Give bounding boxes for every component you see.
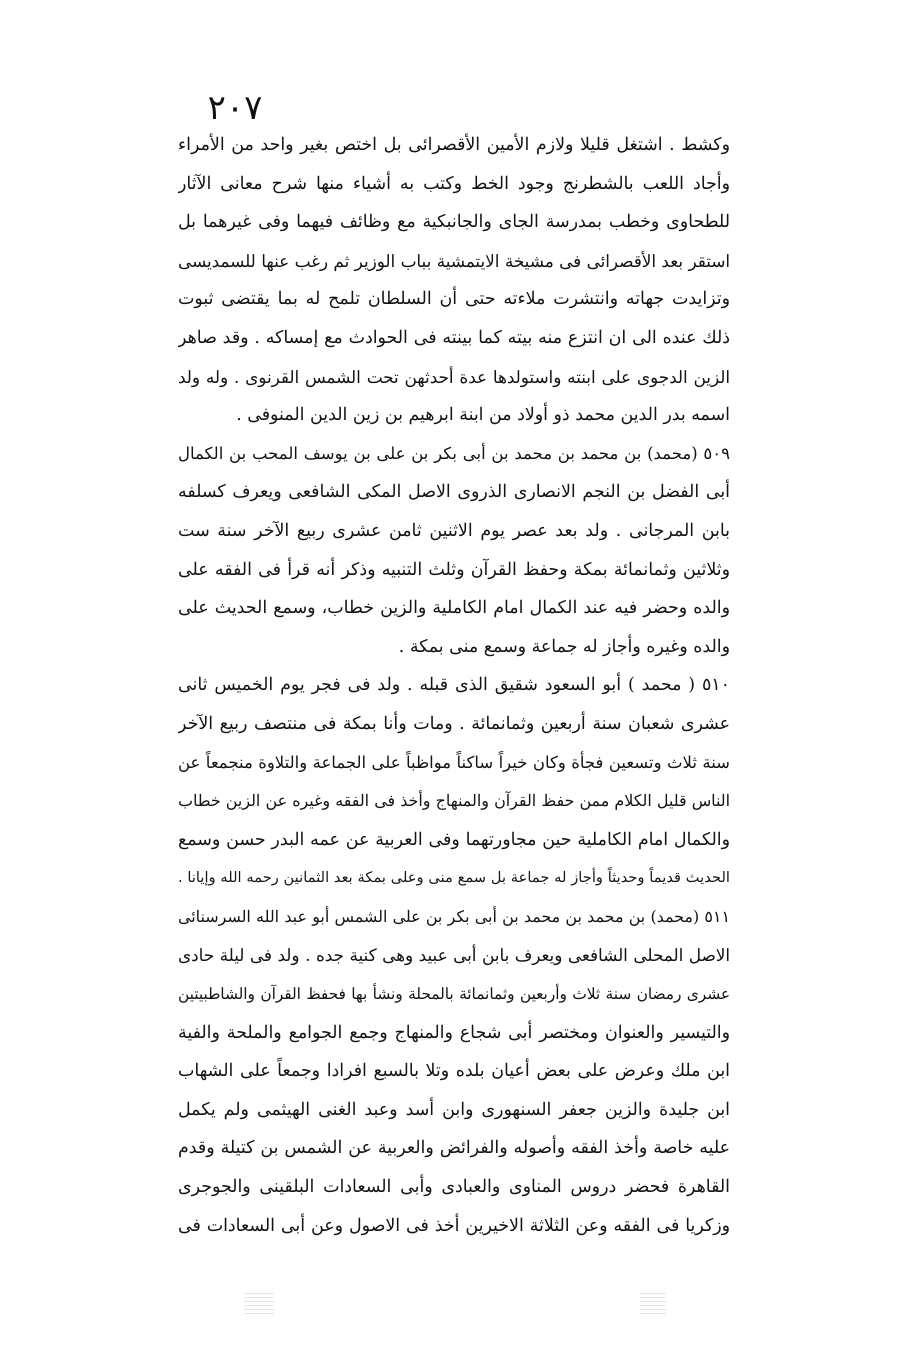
- entry-510-start: ٥١٠ ( محمد ) أبو السعود شقيق الذى قبله . ولد فى فجر يوم الخميس ثانى: [178, 675, 730, 696]
- print-smudge: [640, 1292, 666, 1314]
- entry-509-start: ٥٠٩ (محمد) بن محمد بن محمد بن أبى بكر بن على بن يوسف المحب بن الكمال: [178, 443, 730, 463]
- text-line: وأجاد اللعب بالشطرنج وجود الخط وكتب به أشياء منها شرح معانى الآثار: [178, 173, 730, 194]
- text-line: وتزايدت جهاته وانتشرت ملاءته حتى أن السلطان تلمح له بما يقتضى ثبوت: [178, 289, 730, 310]
- text-line: ذلك عنده الى ان انتزع منه بيته كما بينته فى الحوادث مع إمساكه . وقد صاهر: [178, 327, 730, 348]
- text-line: وكشط . اشتغل قليلا ولازم الأمين الأقصرائى بل اختص بغير واحد من الأمراء: [178, 135, 730, 155]
- text-line: الناس قليل الكلام ممن حفظ القرآن والمنهاج وأخذ فى الفقه وغيره عن الزين خطاب: [178, 791, 730, 811]
- text-line: اسمه بدر الدين محمد ذو أولاد من ابنة ابرهيم بن زين الدين المنوفى .: [236, 405, 730, 426]
- text-line: والكمال امام الكاملية حين مجاورتهما وفى العربية عن عمه البدر حسن وسمع: [178, 829, 730, 850]
- text-line: وثلاثين وثمانمائة بمكة وحفظ القرآن وثلث التنبيه وذكر أنه قرأ فى الفقه على: [178, 559, 730, 580]
- text-line: والتيسير والعنوان ومختصر أبى شجاع والمنهاج وجمع الجوامع والملحة والفية: [178, 1022, 730, 1043]
- text-line: ابن ملك وعرض على بعض أعيان بلده وتلا بالسبع افرادا وجمعاً على الشهاب: [178, 1061, 730, 1082]
- text-line: عشرى شعبان سنة أربعين وثمانمائة . ومات وأنا بمكة فى منتصف ربيع الآخر: [178, 713, 730, 734]
- text-line: ابن جليدة والزين جعفر السنهورى وابن أسد وعبد الغنى الهيثمى ولم يكمل: [178, 1099, 730, 1120]
- text-line: سنة ثلاث وتسعين فجأة وكان خيراً ساكناً مواظباً على الجماعة والتلاوة منجمعاً عن: [178, 752, 730, 772]
- text-line: القاهرة فحضر دروس المناوى والعبادى وأبى السعادات البلقينى والجوجرى: [178, 1177, 730, 1198]
- text-line: أبى الفضل بن النجم الانصارى الذروى الاصل المكى الشافعى ويعرف كسلفه: [178, 482, 730, 503]
- text-line: وزكريا فى الفقه وعن الثلاثة الاخيرين أخذ فى الاصول وعن أبى السعادات فى: [178, 1215, 730, 1236]
- entry-511-start: ٥١١ (محمد) بن محمد بن محمد بن أبى بكر بن على الشمس أبو عبد الله السرسنائى: [178, 906, 730, 926]
- text-line: عشرى رمضان سنة ثلاث وأربعين وثمانمائة بالمحلة ونشأ بها فحفظ القرآن والشاطبيتين: [178, 985, 730, 1004]
- text-line: والده وغيره وأجاز له جماعة وسمع منى بمكة .: [398, 636, 730, 657]
- text-line: عليه خاصة وأخذ الفقه وأصوله والفرائض والعربية عن الشمس بن كتيلة وقدم: [178, 1138, 730, 1159]
- text-line: استقر بعد الأقصرائى فى مشيخة الايتمشية بباب الوزير ثم رغب عنها للسمديسى: [178, 250, 730, 271]
- text-line: بابن المرجانى . ولد بعد عصر يوم الاثنين ثامن عشرى ربيع الآخر سنة ست: [178, 520, 730, 541]
- text-line: للطحاوى وخطب بمدرسة الجاى والجانبكية مع وظائف فيهما وفى غيرهما بل: [178, 212, 730, 233]
- text-line: والده وحضر فيه عند الكمال امام الكاملية والزين خطاب، وسمع الحديث على: [178, 598, 730, 619]
- text-line: الزين الدجوى على ابنته واستولدها عدة أحدثهن تحت الشمس القرنوى . وله ولد: [178, 366, 730, 387]
- print-smudge: [244, 1292, 274, 1314]
- body-text: [178, 126, 730, 1245]
- page-number: ٢٠٧: [207, 88, 263, 128]
- text-line: الحديث قديماً وحديثاً وأجاز له جماعة بل سمع منى وعلى بمكة بعد الثمانين رحمه الله وإيانا .: [178, 869, 730, 887]
- text-line: الاصل المحلى الشافعى ويعرف بابن أبى عبيد وهى كنية جده . ولد فى ليلة حادى: [178, 945, 730, 966]
